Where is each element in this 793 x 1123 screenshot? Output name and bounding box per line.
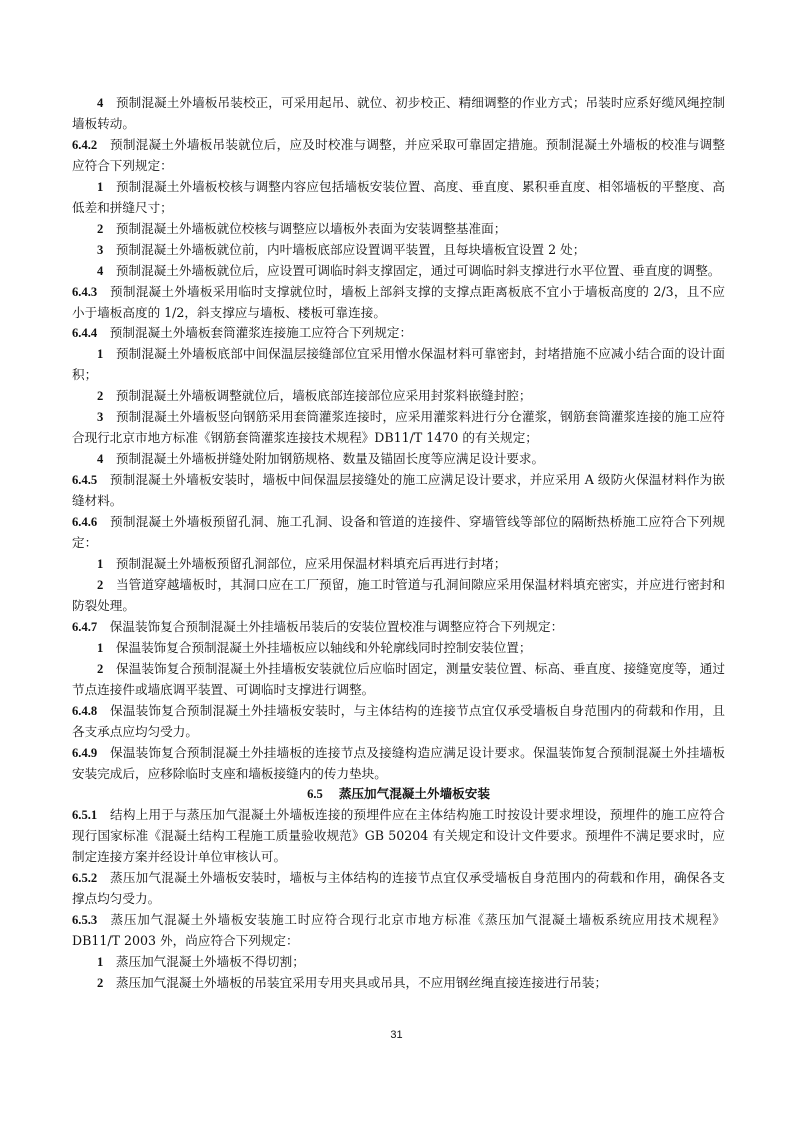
clause-number: 6.5.3 — [72, 913, 98, 928]
clause-paragraph — [72, 910, 725, 952]
list-item — [72, 386, 725, 407]
list-item — [72, 973, 725, 994]
paragraph-text: 蒸压加气混凝土外墙板安装施工时应符合现行北京市地方标准《蒸压加气混凝土墙板系统应用技术规程》DB11/T 2003 外，尚应符合下列规定： — [72, 912, 725, 949]
list-item — [72, 659, 725, 701]
clause-number: 6.5.2 — [72, 871, 98, 886]
clause-paragraph — [72, 743, 725, 785]
paragraph-text: 保温装饰复合预制混凝土外挂墙板应以轴线和外轮廓线同时控制安装位置； — [115, 639, 532, 655]
paragraph-text: 保温装饰复合预制混凝土外挂墙板吊装后的安装位置校准与调整应符合下列规定： — [109, 618, 564, 634]
list-item — [72, 575, 725, 617]
paragraph-text: 预制混凝土外墙板预留孔洞、施工孔洞、设备和管道的连接件、穿墙管线等部位的隔断热桥施工应符合下列规定： — [72, 514, 725, 551]
list-item — [72, 952, 725, 973]
paragraph-text: 预制混凝土外墙板套筒灌浆连接施工应符合下列规定： — [109, 325, 413, 341]
clause-number: 6.5.1 — [72, 808, 98, 823]
page-number: 31 — [390, 1029, 403, 1041]
item-number: 4 — [97, 96, 104, 110]
paragraph-text: 预制混凝土外墙板底部中间保温层接缝部位宜采用憎水保温材料可靠密封，封堵措施不应减小结合面的设计面积； — [72, 346, 725, 383]
paragraph-text: 预制混凝土外墙板吊装校正，可采用起吊、就位、初步校正、精细调整的作业方式；吊装时应系好缆风绳控制墙板转动。 — [72, 95, 725, 131]
list-item — [72, 638, 725, 659]
list-item — [72, 93, 725, 135]
item-number: 2 — [97, 661, 104, 676]
paragraph-text: 预制混凝土外墙板调整就位后，墙板底部连接部位应采用封浆料嵌缝封腔； — [115, 388, 532, 404]
clause-paragraph — [72, 135, 725, 177]
item-number: 4 — [97, 452, 104, 467]
list-item — [72, 261, 725, 282]
item-number: 2 — [97, 976, 104, 991]
item-number: 1 — [97, 556, 104, 571]
list-item — [72, 219, 725, 240]
clause-number: 6.4.2 — [72, 137, 98, 152]
paragraph-text: 保温装饰复合预制混凝土外挂墙板安装时，与主体结构的连接节点宜仅承受墙板自身范围内的荷载和作用，且各支承点应均匀受力。 — [72, 702, 725, 739]
clause-paragraph — [72, 282, 725, 324]
clause-number: 6.4.5 — [72, 473, 98, 488]
clause-number: 6.4.8 — [72, 703, 98, 718]
item-number: 1 — [97, 179, 104, 194]
clause-paragraph — [72, 323, 725, 344]
item-number: 1 — [97, 955, 104, 970]
paragraph-text: 蒸压加气混凝土外墙板不得切割； — [115, 954, 305, 970]
item-number: 2 — [97, 577, 104, 592]
item-number: 4 — [97, 263, 104, 278]
paragraph-text: 预制混凝土外墙板就位前，内叶墙板底部应设置调平装置，且每块墙板宜设置 2 处； — [115, 241, 586, 257]
section-title: 蒸压加气混凝土外墙板安装 — [338, 786, 490, 802]
clause-paragraph — [72, 617, 725, 638]
item-number: 2 — [97, 221, 104, 236]
list-item — [72, 344, 725, 386]
clause-paragraph — [72, 701, 725, 743]
item-number: 3 — [97, 410, 104, 425]
paragraph-text: 预制混凝土外墙板竖向钢筋采用套筒灌浆连接时，应采用灌浆料进行分仓灌浆，钢筋套筒灌浆连接的施工应符合现行北京市地方标准《钢筋套筒灌浆连接技术规程》DB11/T 1470 的有关规定； — [72, 409, 725, 446]
paragraph-text: 预制混凝土外墙板预留孔洞部位，应采用保温材料填充后再进行封堵； — [115, 555, 507, 571]
paragraph-text: 预制混凝土外墙板校核与调整内容应包括墙板安装位置、高度、垂直度、累积垂直度、相邻墙板的平整度、高低差和拼缝尺寸； — [72, 178, 725, 215]
paragraph-text: 预制混凝土外墙板吊装就位后，应及时校准与调整，并应采取可靠固定措施。预制混凝土外墙板的校准与调整应符合下列规定： — [72, 136, 725, 173]
clause-number: 6.4.3 — [72, 284, 98, 299]
clause-number: 6.4.9 — [72, 745, 98, 760]
paragraph-text: 预制混凝土外墙板拼缝处附加钢筋规格、数量及锚固长度等应满足设计要求。 — [115, 451, 545, 467]
paragraph-text: 保温装饰复合预制混凝土外挂墙板的连接节点及接缝构造应满足设计要求。保温装饰复合预制混凝土外挂墙板安装完成后，应移除临时支座和墙板接缝内的传力垫块。 — [72, 744, 725, 781]
list-item — [72, 407, 725, 449]
paragraph-text: 蒸压加气混凝土外墙板安装时，墙板与主体结构的连接节点宜仅承受墙板自身范围内的荷载和作用，确保各支撑点均匀受力。 — [72, 870, 725, 907]
item-number: 3 — [97, 242, 104, 257]
list-item — [72, 449, 725, 470]
paragraph-text: 蒸压加气混凝土外墙板的吊装宜采用专用夹具或吊具，不应用钢丝绳直接连接进行吊装； — [115, 975, 608, 991]
list-item — [72, 554, 725, 575]
clause-paragraph — [72, 868, 725, 910]
clause-number: 6.4.4 — [72, 326, 98, 341]
item-number: 1 — [97, 347, 104, 362]
clause-number: 6.4.6 — [72, 515, 98, 530]
paragraph-text: 预制混凝土外墙板采用临时支撑就位时，墙板上部斜支撑的支撑点距离板底不宜小于墙板高度的 2/3，且不应小于墙板高度的 1/2，斜支撑应与墙板、楼板可靠连接。 — [72, 283, 725, 320]
clause-paragraph — [72, 805, 725, 868]
item-number: 1 — [97, 640, 104, 655]
paragraph-text: 结构上用于与蒸压加气混凝土外墙板连接的预埋件应在主体结构施工时按设计要求埋设，预埋件的施工应符合现行国家标准《混凝土结构工程施工质量验收规范》GB 50204 有关规定和设计文件要求。预埋件不满足要求时，应制定连接方案并经设计单位审核认可。 — [72, 807, 725, 865]
clause-paragraph — [72, 512, 725, 554]
paragraph-text: 预制混凝土外墙板安装时，墙板中间保温层接缝处的施工应满足设计要求，并应采用 A 级防火保温材料作为嵌缝材料。 — [72, 472, 725, 509]
paragraph-text: 预制混凝土外墙板就位校核与调整应以墙板外表面为安装调整基准面； — [115, 220, 507, 236]
paragraph-text: 当管道穿越墙板时，其洞口应在工厂预留，施工时管道与孔洞间隙应采用保温材料填充密实，并应进行密封和防裂处理。 — [72, 576, 725, 613]
clause-paragraph — [72, 470, 725, 512]
paragraph-text: 预制混凝土外墙板就位后，应设置可调临时斜支撑固定，通过可调临时斜支撑进行水平位置、垂直度的调整。 — [115, 262, 721, 278]
paragraph-text: 保温装饰复合预制混凝土外挂墙板安装就位后应临时固定，测量安装位置、标高、垂直度、接缝宽度等，通过节点连接件或墙底调平装置、可调临时支撑进行调整。 — [72, 660, 725, 697]
list-item — [72, 240, 725, 261]
item-number: 2 — [97, 389, 104, 404]
section-number: 6.5 — [307, 787, 323, 802]
page-body — [72, 93, 725, 994]
clause-number: 6.4.7 — [72, 619, 98, 634]
section-heading — [72, 784, 725, 805]
list-item — [72, 177, 725, 219]
